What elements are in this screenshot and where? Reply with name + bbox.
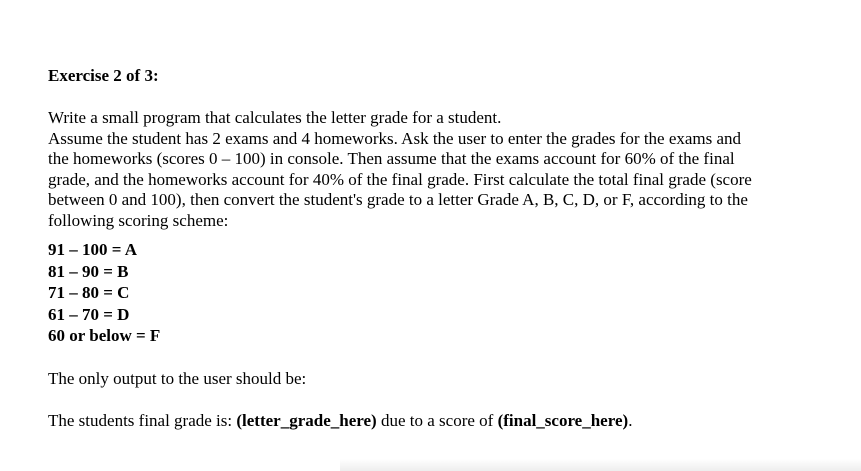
output-example xyxy=(48,411,632,431)
description-line: following scoring scheme: xyxy=(48,210,229,230)
description-line: Write a small program that calculates the letter grade for a student. xyxy=(48,108,502,127)
output-prefix: The students final grade is: xyxy=(48,411,237,430)
output-middle: due to a score of xyxy=(376,411,498,430)
description-line: the homeworks (scores 0 – 100) in console. Then assume that the exams account for 60% of the final xyxy=(48,149,735,168)
scheme-row-a: 91 – 100 = A xyxy=(48,240,138,259)
score-placeholder: (final_score_here) xyxy=(497,411,629,430)
scoring-scheme xyxy=(48,239,160,347)
scheme-row-c: 71 – 80 = C xyxy=(48,283,130,302)
description-line: between 0 and 100), then convert the student's grade to a letter Grade A, B, C, D, or F, according to the xyxy=(48,190,748,209)
scheme-row-b: 81 – 90 = B xyxy=(48,261,129,281)
grade-placeholder: (letter_grade_here) xyxy=(236,411,377,430)
scheme-row-f: 60 or below = F xyxy=(48,326,161,345)
exercise-description xyxy=(48,108,838,231)
description-line: grade, and the homeworks account for 40% of the final grade. First calculate the total final grade (score xyxy=(48,169,752,189)
description-line: Assume the student has 2 exams and 4 homeworks. Ask the user to enter the grades for the exams and xyxy=(48,128,742,148)
output-intro: The only output to the user should be: xyxy=(48,369,307,388)
bottom-shadow xyxy=(340,459,861,471)
output-suffix: . xyxy=(628,411,633,430)
exercise-title: Exercise 2 of 3: xyxy=(48,66,159,85)
scheme-row-d: 61 – 70 = D xyxy=(48,304,130,324)
